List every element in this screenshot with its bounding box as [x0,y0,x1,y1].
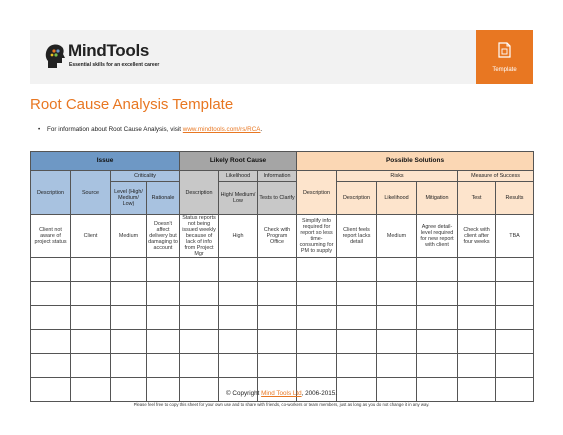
copyright-prefix: © Copyright [226,390,262,397]
table-cell[interactable] [337,306,377,330]
table-cell[interactable] [297,306,337,330]
group-header-row [31,152,534,171]
rationale-header: Rationale [147,182,180,215]
table-cell[interactable] [337,330,377,354]
table-cell[interactable] [111,282,147,306]
source-header: Source [71,171,111,215]
table-cell[interactable] [297,330,337,354]
table-cell[interactable] [31,258,71,282]
table-cell[interactable] [297,354,337,378]
table-cell[interactable] [31,330,71,354]
document-icon [498,42,511,58]
table-cell[interactable] [297,258,337,282]
tests-header: Tests to Clarify [258,182,297,215]
empty-rows [31,258,534,402]
table-cell[interactable]: Client [71,215,111,258]
table-cell[interactable] [377,354,417,378]
table-cell[interactable]: Check with client after four weeks [458,215,496,258]
table-cell[interactable] [377,306,417,330]
template-label: Template [492,67,517,73]
info-suffix: . [260,126,263,133]
table-cell[interactable] [111,258,147,282]
table-cell[interactable] [258,282,297,306]
logo-text: MindTools [68,41,150,60]
table-cell[interactable]: Simplify info required for report so less time-consuming for PM to supply [297,215,337,258]
table-cell[interactable] [147,306,180,330]
risks-header: Risks [337,171,458,182]
table-cell[interactable] [147,258,180,282]
solutions-header: Possible Solutions [297,152,534,171]
table-cell[interactable] [258,330,297,354]
table-cell[interactable] [71,306,111,330]
table-row [31,330,534,354]
copyright [0,390,563,397]
table-cell[interactable] [377,258,417,282]
table-cell[interactable] [31,306,71,330]
table-cell[interactable] [111,306,147,330]
table-cell[interactable] [31,354,71,378]
cause-description-header: Description [180,171,219,215]
table-cell[interactable] [147,282,180,306]
information-header: Information [258,171,297,182]
usage-note: Please feel free to copy this sheet for your own use and to share with friends, co-workers or team members, just as long as you do not change it in any way. [133,402,430,407]
table-cell[interactable]: Doesn't affect delivery but damaging to account [147,215,180,258]
issue-header: Issue [31,152,180,171]
cause-header: Likely Root Cause [180,152,297,171]
table-cell[interactable] [496,306,534,330]
table-cell[interactable] [180,306,219,330]
risk-likelihood-header: Likelihood [377,182,417,215]
cause-level-header: High/ Medium/ Low [219,182,258,215]
table-cell[interactable] [258,306,297,330]
table-row [31,258,534,282]
logo-tagline: Essential skills for an excellent career [69,62,160,68]
table-cell[interactable] [458,306,496,330]
table-cell[interactable] [219,258,258,282]
head-silhouette-icon [44,42,66,70]
info-line [38,126,262,133]
table-cell[interactable] [417,282,458,306]
table-cell[interactable] [71,330,111,354]
table-cell[interactable] [417,306,458,330]
sub-header-row [31,171,534,182]
table-row [31,215,534,258]
table-cell[interactable] [180,354,219,378]
measure-header: Measure of Success [458,171,534,182]
test-header: Test [458,182,496,215]
table-cell[interactable]: Medium [377,215,417,258]
table-cell[interactable] [458,282,496,306]
table-cell[interactable] [417,354,458,378]
table-cell[interactable] [417,258,458,282]
table-cell[interactable] [496,258,534,282]
table-cell[interactable] [180,282,219,306]
likelihood-header: Likelihood [219,171,258,182]
table-cell[interactable]: High [219,215,258,258]
results-header: Results [496,182,534,215]
solution-description-header: Description [297,171,337,215]
table-cell[interactable] [458,354,496,378]
copyright-suffix: , 2006-2015. [301,390,337,397]
issue-description-header: Description [31,171,71,215]
table-cell[interactable] [496,330,534,354]
bullet: • [38,126,41,133]
table-cell[interactable] [147,330,180,354]
table-cell[interactable] [180,330,219,354]
table-cell[interactable] [297,282,337,306]
info-text: For information about Root Cause Analysis, visit [47,126,183,133]
table-cell[interactable]: Agree detail-level required for new report with client [417,215,458,258]
table-cell[interactable]: Client not aware of project status [31,215,71,258]
risk-description-header: Description [337,182,377,215]
table-cell[interactable] [71,354,111,378]
table-cell[interactable] [219,354,258,378]
table-cell[interactable]: Medium [111,215,147,258]
template-badge [476,30,533,84]
rca-table [30,151,534,402]
table-cell[interactable] [219,282,258,306]
level-header: Level (High/ Medium/ Low) [111,182,147,215]
table-cell[interactable] [180,258,219,282]
table-row [31,282,534,306]
page-title: Root Cause Analysis Template [30,96,234,113]
table-cell[interactable] [219,330,258,354]
table-cell[interactable] [71,258,111,282]
table-cell[interactable] [337,258,377,282]
table-cell[interactable]: Status reports not being issued weekly because of lack of info from Project Mgr [180,215,219,258]
table-cell[interactable] [496,354,534,378]
criticality-header: Criticality [111,171,180,182]
table-cell[interactable] [377,330,417,354]
table-cell[interactable]: TBA [496,215,534,258]
table-cell[interactable] [417,330,458,354]
table-cell[interactable] [458,258,496,282]
table-cell[interactable] [111,354,147,378]
rca-link[interactable]: www.mindtools.com/rs/RCA [182,126,261,133]
table-cell[interactable] [31,282,71,306]
table-cell[interactable] [219,306,258,330]
table-cell[interactable]: Check with Program Office [258,215,297,258]
table-cell[interactable] [258,258,297,282]
table-cell[interactable] [71,282,111,306]
table-cell[interactable] [337,282,377,306]
table-row [31,306,534,330]
table-cell[interactable]: Client feels report lacks detail [337,215,377,258]
table-cell[interactable] [111,330,147,354]
table-cell[interactable] [337,354,377,378]
mindtools-link[interactable]: Mind Tools Ltd [261,390,302,397]
table-row [31,354,534,378]
table-cell[interactable] [377,282,417,306]
table-cell[interactable] [458,330,496,354]
table-cell[interactable] [496,282,534,306]
table-cell[interactable] [258,354,297,378]
mitigation-header: Mitigation [417,182,458,215]
table-cell[interactable] [147,354,180,378]
mindtools-logo[interactable] [44,42,244,72]
